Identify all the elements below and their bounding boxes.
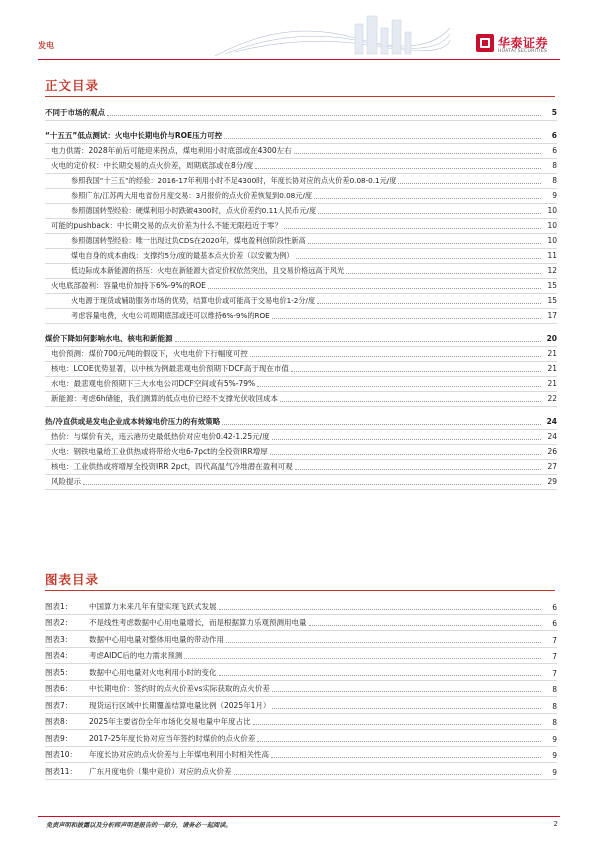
toc-entry-page: 21: [547, 379, 557, 388]
toc-entry-page: 6: [552, 146, 557, 155]
toc-entry[interactable]: [45, 445, 557, 460]
figure-entry-label: 图表5：: [45, 667, 73, 677]
toc-entry-text: 火电的定价权：中长期交易的点火价差，周期底部或在8分/度: [51, 161, 254, 170]
figure-entry-text: 广东月度电价（集中竞价）对应的点火价差: [89, 766, 232, 776]
toc-entry-page: 10: [547, 206, 557, 215]
toc-entry-text: 电价预测：煤价700元/吨的假设下，火电电价下行幅度可控: [51, 349, 248, 358]
page-number: 2: [553, 820, 558, 828]
toc-leader-dots: [270, 454, 541, 455]
toc-entry-page: 21: [547, 364, 557, 373]
toc-entry-page: 10: [547, 236, 557, 245]
table-of-contents: [45, 106, 557, 490]
toc-entry-text: 参照广东/江苏两大用电省份月度交易：3月报价的点火价差恢复到0.08元/度: [71, 191, 313, 200]
toc-entry[interactable]: [45, 159, 557, 174]
toc-entry[interactable]: [45, 362, 557, 377]
figure-leader-dots: [272, 708, 541, 709]
toc-leader-dots: [83, 484, 541, 485]
toc-entry-page: 29: [547, 477, 557, 486]
figure-leader-dots: [234, 774, 542, 775]
figure-leader-dots: [253, 724, 541, 725]
toc-entry[interactable]: [45, 264, 557, 279]
figure-entry-page: 6: [552, 602, 557, 612]
toc-entry-text: 低边际成本新能源的挤压：火电在新能源大省定价权依然突出，且交易价格远高于风光: [71, 266, 345, 275]
toc-entry-text: 火电底部盈利：容量电价加持下6%-9%的ROE: [51, 281, 206, 290]
figure-entry-page: 8: [552, 718, 557, 727]
figure-entry-label: 图表10：: [45, 750, 78, 759]
toc-entry-text: 参照德国转型经验：唯一出现过负CDS在2020年，煤电盈利创阶段性新高: [71, 236, 306, 245]
toc-entry-text: 火电源于现货或辅助服务市场的优势，结算电价或可能高于交易电价1-2分/度: [71, 296, 316, 305]
toc-entry[interactable]: [45, 392, 557, 407]
toc-entry-text: 不同于市场的观点: [45, 108, 105, 117]
toc-leader-dots: [317, 303, 541, 304]
toc-entry[interactable]: [45, 475, 557, 490]
toc-entry-text: 参照我国“十三五”的经验：2016-17年利用小时不足4300时，年度长协对应的点火价差0.08-0.1元/度: [71, 176, 397, 185]
figure-entry-page: 6: [552, 619, 557, 628]
toc-entry-text: 核电：工业供热或将增厚全投资IRR 2pct，四代高温气冷堆潜在盈利可观: [51, 462, 293, 471]
toc-entry-text: 煤价下降如何影响水电、核电和新能源: [45, 334, 173, 343]
toc-entry-page: 27: [547, 462, 557, 471]
toc-leader-dots: [272, 318, 541, 319]
toc-leader-dots: [107, 115, 541, 116]
toc-leader-dots: [291, 371, 541, 372]
toc-leader-dots: [272, 439, 541, 440]
page-footer: [38, 816, 560, 836]
figure-entry-text: 中长期电价：签约时的点火价差vs实际获取的点火价差: [89, 684, 270, 693]
figure-leader-dots: [219, 675, 542, 676]
toc-entry[interactable]: [45, 294, 557, 309]
figure-leader-dots: [272, 691, 541, 692]
figure-entry-page: 7: [552, 652, 557, 661]
figure-entry-label: 图表11：: [45, 766, 78, 776]
toc-entry-page: 24: [547, 432, 557, 441]
figure-leader-dots: [271, 757, 541, 758]
toc-leader-dots: [284, 228, 541, 229]
toc-leader-dots: [318, 213, 541, 214]
figure-entry-label: 图表1：: [45, 601, 73, 611]
toc-entry-text: 参照德国转型经验：硬煤利用小时跌破4300时，点火价差约0.11人民币元/度: [71, 206, 317, 215]
toc-leader-dots: [175, 341, 542, 342]
figure-leader-dots: [257, 741, 541, 742]
toc-leader-dots: [308, 243, 541, 244]
toc-entry[interactable]: [45, 174, 557, 189]
toc-entry[interactable]: [45, 460, 557, 475]
toc-leader-dots: [250, 356, 541, 357]
toc-entry[interactable]: [45, 219, 557, 234]
toc-entry[interactable]: [45, 332, 557, 347]
figure-entry[interactable]: [45, 681, 557, 698]
toc-entry[interactable]: [45, 415, 557, 430]
toc-entry-text: 核电：LCOE优势显著，以中核为例最悲观电价预期下DCF高于现在市值: [51, 364, 289, 373]
logo-mark-icon: [476, 34, 494, 52]
footer-disclaimer: 免责声明和披露以及分析师声明是报告的一部分，请务必一起阅读。: [46, 822, 232, 829]
figure-leader-dots: [219, 609, 542, 610]
toc-leader-dots: [255, 168, 541, 169]
figure-entry[interactable]: [45, 598, 557, 615]
footer-rule: [38, 816, 560, 817]
figure-leader-dots: [309, 625, 542, 626]
figures-title: 图表目录: [45, 572, 100, 587]
figure-entry-text: 2025年主要省份全年市场化交易电量中年度占比: [89, 717, 251, 726]
toc-leader-dots: [295, 469, 541, 470]
figure-leader-dots: [184, 658, 541, 659]
figure-entry[interactable]: [45, 714, 557, 731]
company-logo: [476, 34, 560, 58]
figure-entry-text: 2017-25年度长协对应当年签约时煤价的点火价差: [89, 733, 256, 743]
toc-leader-dots: [208, 288, 541, 289]
figure-entry-text: 现货运行区域中长期覆盖结算电量比例（2025年1月）: [89, 700, 271, 710]
toc-entry-page: 11: [547, 251, 557, 260]
toc-entry-page: 22: [547, 394, 557, 403]
logo-name: 华泰证券: [498, 36, 549, 50]
figure-entry-label: 图表8：: [45, 717, 73, 726]
figure-entry-text: 中国算力未来几年有望实现飞跃式发展: [89, 601, 217, 611]
toc-leader-dots: [294, 153, 541, 154]
figure-entry[interactable]: [45, 747, 557, 764]
figure-entry-label: 图表9：: [45, 733, 73, 743]
toc-leader-dots: [257, 386, 541, 387]
figure-leader-dots: [226, 642, 541, 643]
figure-entry-label: 图表7：: [45, 700, 73, 710]
figure-entry[interactable]: [45, 631, 557, 648]
figures-list: [45, 598, 557, 780]
toc-entry-page: 6: [551, 131, 557, 140]
toc-entry[interactable]: [45, 377, 557, 392]
toc-entry-text: 新能源：考虑6h储能，我们测算的低点电价已经不支撑光伏收回成本: [51, 394, 279, 403]
figure-entry-label: 图表2：: [45, 618, 73, 627]
toc-entry-text: 水电：最悲观电价预期下三大水电公司DCF空间或有5%-79%: [51, 379, 256, 388]
figure-entry[interactable]: [45, 763, 557, 780]
toc-entry-text: 考虑容量电费，火电公司周期底部或还可以维持6%-9%的ROE: [71, 311, 270, 320]
figure-entry-page: 8: [552, 701, 557, 711]
toc-entry-page: 15: [547, 281, 557, 290]
figure-entry[interactable]: [45, 615, 557, 632]
toc-leader-dots: [280, 401, 541, 402]
toc-leader-dots: [222, 424, 541, 425]
figure-entry[interactable]: [45, 730, 557, 747]
figure-entry-text: 考虑AIDC后的电力需求预测: [89, 651, 183, 660]
figure-entry-text: 数据中心用电量对整体用电量的带动作用: [89, 634, 224, 644]
report-category: 发电: [38, 41, 54, 50]
toc-leader-dots: [314, 198, 541, 199]
toc-entry-page: 12: [547, 266, 557, 275]
figure-entry-page: 9: [552, 751, 557, 760]
toc-entry-page: 5: [551, 108, 557, 117]
toc-entry-page: 10: [547, 221, 557, 230]
toc-leader-dots: [296, 258, 541, 259]
toc-section-gap: [45, 121, 557, 129]
figure-entry-label: 图表4：: [45, 651, 73, 660]
figure-entry-page: 7: [552, 668, 557, 678]
toc-entry[interactable]: [45, 234, 557, 249]
toc-entry[interactable]: [45, 129, 557, 144]
toc-entry-text: “十五五”低点测试：火电中长期电价与ROE压力可控: [45, 131, 223, 140]
toc-entry-text: 可能的pushback：中长期交易的点火价差为什么不能无限趋近于零？: [51, 221, 282, 230]
toc-entry[interactable]: [45, 204, 557, 219]
toc-entry-text: 风险提示: [51, 477, 81, 486]
toc-leader-dots: [398, 183, 541, 184]
toc-entry-page: 26: [547, 447, 557, 456]
header-rule: [38, 59, 560, 60]
page-header: [0, 0, 595, 62]
toc-entry[interactable]: [45, 144, 557, 159]
toc-entry-text: 热/冷直供或是发电企业成本转嫁电价压力的有效策略: [45, 417, 221, 426]
toc-entry-page: 17: [547, 311, 557, 320]
toc-entry-page: 8: [552, 176, 557, 185]
toc-entry[interactable]: [45, 347, 557, 362]
toc-entry[interactable]: [45, 279, 557, 294]
toc-entry-page: 24: [546, 417, 557, 426]
toc-entry[interactable]: [45, 309, 557, 324]
toc-entry-page: 20: [546, 334, 557, 343]
toc-title: 正文目录: [45, 78, 100, 93]
toc-entry-page: 8: [552, 161, 557, 170]
toc-entry-page: 15: [547, 296, 557, 305]
toc-entry-text: 热价：与煤价有关，违云港历史最低热价对应电价0.42-1.25元/度: [51, 432, 270, 441]
toc-entry-page: 21: [547, 349, 557, 358]
toc-section-gap: [45, 324, 557, 332]
header-banner-graphic: [205, 8, 455, 58]
figure-entry-label: 图表6：: [45, 684, 73, 693]
figure-entry[interactable]: [45, 664, 557, 681]
toc-entry[interactable]: [45, 106, 557, 121]
toc-entry-text: 煤电自身的成本曲线：支撑约5分/度的最基本点火价差（以安徽为例）: [71, 251, 294, 260]
figure-entry-label: 图表3：: [45, 634, 73, 644]
figure-entry[interactable]: [45, 697, 557, 714]
figure-entry[interactable]: [45, 648, 557, 665]
figure-entry-page: 9: [552, 734, 557, 744]
figure-entry-page: 7: [552, 635, 557, 645]
toc-entry[interactable]: [45, 249, 557, 264]
toc-entry[interactable]: [45, 430, 557, 445]
toc-entry-text: 火电：钢铁电量给工业供热或将带给火电6-7pct的全投资IRR增厚: [51, 447, 268, 456]
figure-entry-text: 年度长协对应的点火价差与上年煤电利用小时相关性高: [89, 750, 269, 759]
toc-title-underline: [45, 96, 555, 97]
figure-entry-page: 9: [552, 767, 557, 777]
toc-section-gap: [45, 407, 557, 415]
figure-entry-text: 数据中心用电量对火电利用小时的变化: [89, 667, 217, 677]
figure-entry-page: 8: [552, 685, 557, 694]
toc-entry-text: 电力供需：2028年前后可能迎来拐点，煤电利用小时底部或在4300左右: [51, 146, 292, 155]
toc-leader-dots: [346, 273, 541, 274]
toc-entry[interactable]: [45, 189, 557, 204]
figures-title-underline: [45, 590, 555, 591]
toc-leader-dots: [224, 138, 541, 139]
toc-entry-page: 9: [552, 191, 557, 200]
figure-entry-text: 不是线性考虑数据中心用电量增长，而是根据算力乐观预测用电量: [89, 618, 307, 627]
logo-english-name: HUATAI SECURITIES: [498, 49, 548, 54]
